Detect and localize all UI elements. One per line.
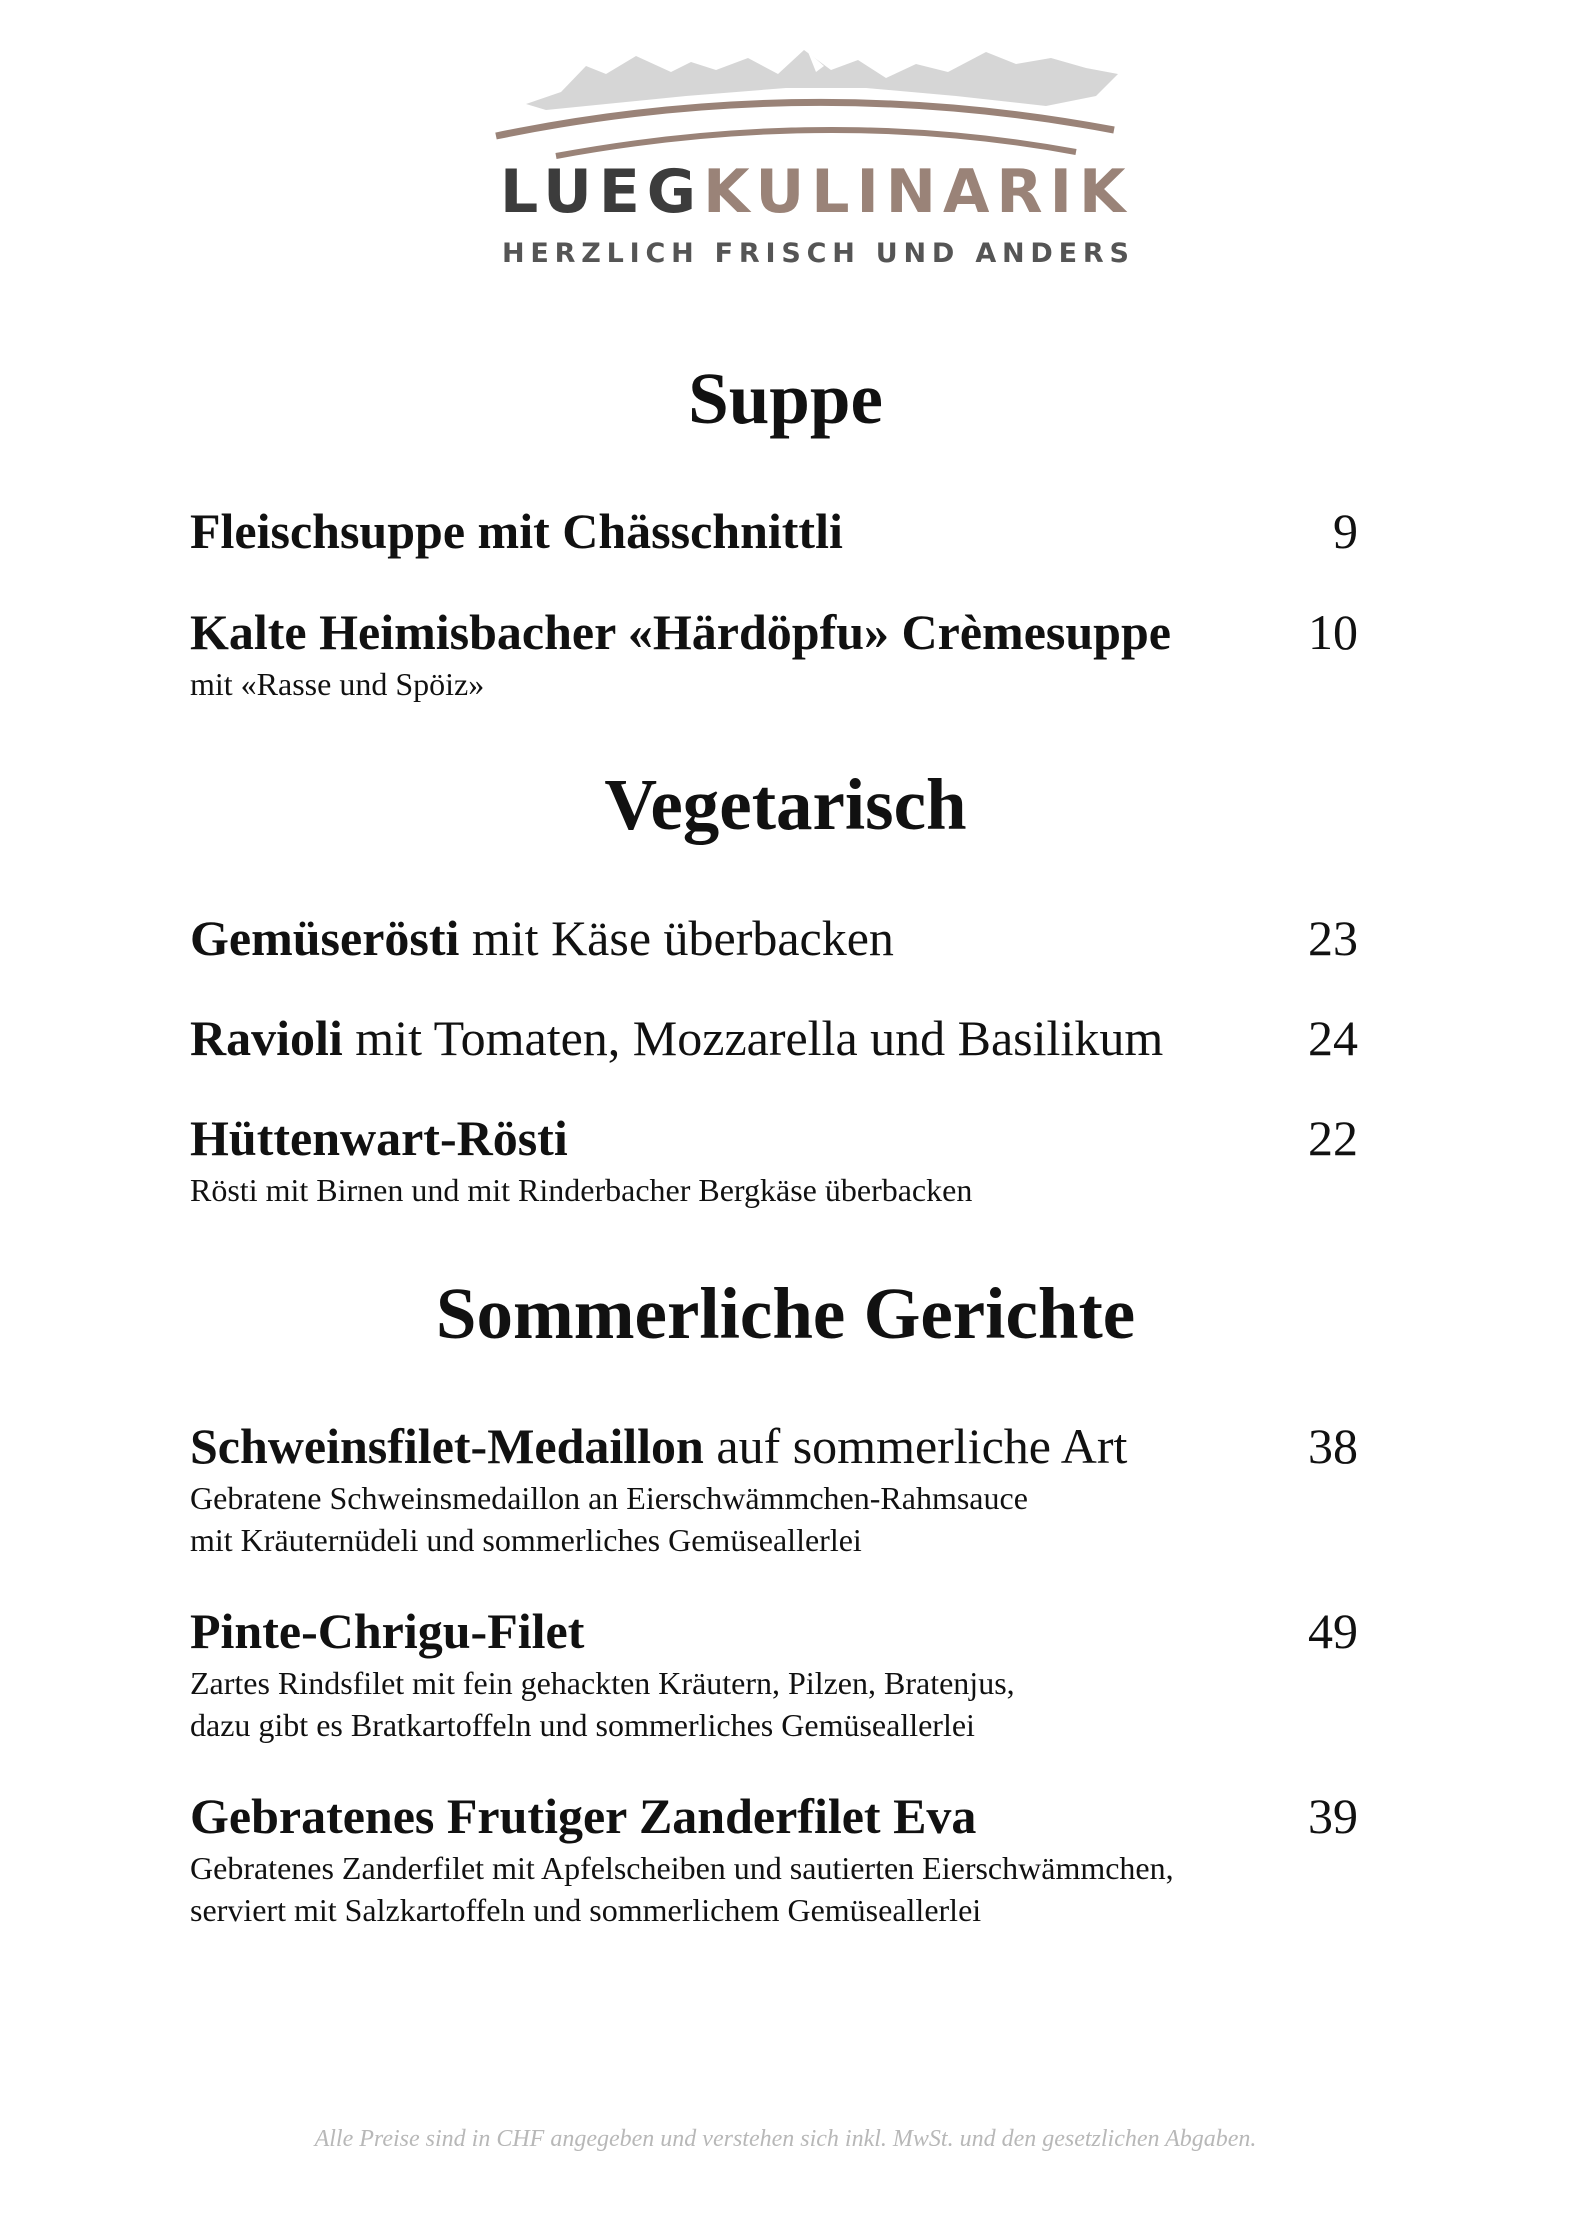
logo-word-kulinarik: KULINARIK [703,157,1133,227]
menu-item-price: 9 [1333,503,1358,559]
menu-item-description: mit «Rasse und Spöiz» [190,666,485,702]
section-title-sommerliche-gerichte: Sommerliche Gerichte [435,1273,1136,1354]
menu-item-header [190,1788,1358,1847]
menu-item-description: Rösti mit Birnen und mit Rinderbacher Bergkäse überbacken [190,1172,973,1208]
price-disclaimer: Alle Preise sind in CHF angegeben und verstehen sich inkl. MwSt. und den gesetzlichen Abgaben. [314,2126,1257,2152]
menu-item-name: Pinte-Chrigu-Filet [190,1603,585,1659]
menu-item-price: 24 [1308,1010,1358,1066]
menu-item-description: Gebratenes Zanderfilet mit Apfelscheiben und sautierten Eierschwämmchen, [190,1850,1174,1886]
menu-item-name: Gebratenes Frutiger Zanderfilet Eva [190,1788,977,1844]
logo [486,44,1135,280]
section-title-suppe: Suppe [688,358,883,439]
menu-item-name: Schweinsfilet-Medaillon [190,1418,704,1474]
menu-item-addition: auf sommerliche Art [703,1418,1128,1474]
menu-item-price: 23 [1308,910,1358,966]
menu-item-name: Fleischsuppe mit Chässchnittli [190,503,843,559]
menu-item-header [190,910,1358,969]
menu-item [190,1418,1358,1561]
menu-item-addition: mit Käse überbacken [459,910,894,966]
menu-item [190,503,1358,562]
menu-item-name: Ravioli [190,1010,343,1066]
menu-item [190,1110,1358,1211]
menu-item-price: 10 [1308,604,1358,660]
logo-word-lueg: LUEG [500,157,704,227]
menu-item-header [190,1110,1358,1169]
menu-item-price: 38 [1308,1418,1358,1474]
menu-item-description: Zartes Rindsfilet mit fein gehackten Kräutern, Pilzen, Bratenjus, [190,1665,1015,1701]
menu-item [190,604,1358,705]
menu-item-addition: mit Tomaten, Mozzarella und Basilikum [342,1010,1164,1066]
menu-item-description: dazu gibt es Bratkartoffeln und sommerliches Gemüseallerlei [190,1707,975,1743]
menu-item-header [190,1603,1358,1662]
menu-item-price: 49 [1308,1603,1358,1659]
logo-tagline: HERZLICH FRISCH UND ANDERS [502,238,1135,269]
menu-item-header [190,604,1358,663]
menu-item-description: mit Kräuternüdeli und sommerliches Gemüseallerlei [190,1522,862,1558]
menu-item [190,910,1358,969]
menu-item-header [190,503,1358,562]
menu-item-description: serviert mit Salzkartoffeln und sommerlichem Gemüseallerlei [190,1892,982,1928]
menu-item-description: Gebratene Schweinsmedaillon an Eierschwämmchen-Rahmsauce [190,1480,1028,1516]
menu-item [190,1788,1358,1931]
menu-item-price: 22 [1308,1110,1358,1166]
section-title-vegetarisch: Vegetarisch [604,764,967,845]
menu-item-header [190,1418,1358,1477]
menu-item-header [190,1010,1358,1069]
logo-wordmark [500,157,1140,227]
menu-item [190,1010,1358,1069]
menu-item-name: Gemüserösti [190,910,460,966]
menu-item-name: Hüttenwart-Rösti [190,1110,568,1166]
menu-item [190,1603,1358,1746]
menu-item-name: Kalte Heimisbacher «Härdöpfu» Crèmesuppe [190,604,1171,660]
menu-item-price: 39 [1308,1788,1358,1844]
